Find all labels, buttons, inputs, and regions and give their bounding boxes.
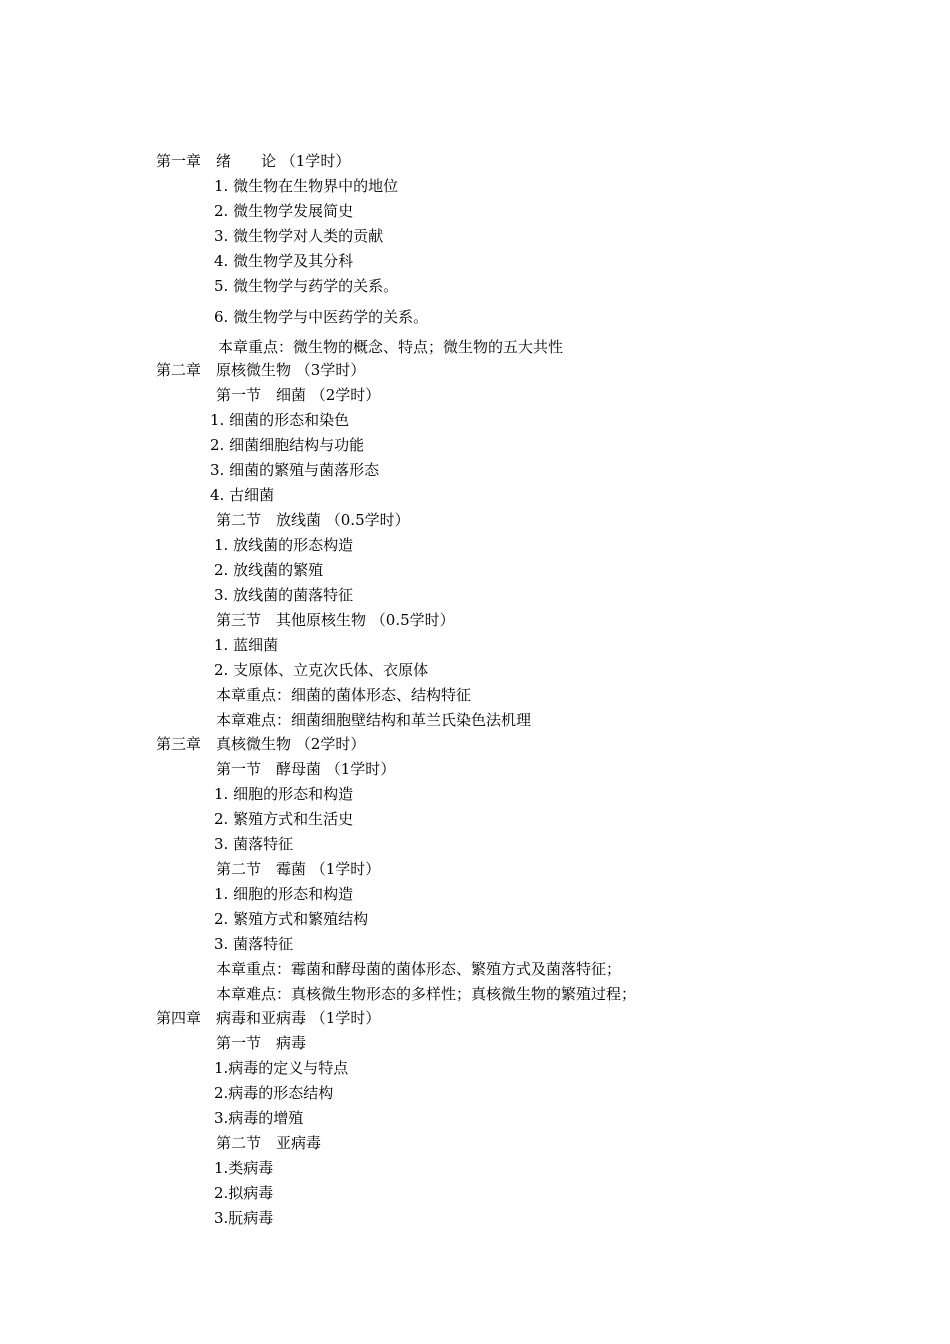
list-item: 2. 繁殖方式和繁殖结构 <box>214 910 369 928</box>
section-heading: 第一节 病毒 <box>216 1034 307 1052</box>
section-heading: 第二节 放线菌 （0.5学时） <box>216 511 410 529</box>
list-item: 2. 细菌细胞结构与功能 <box>210 436 365 454</box>
chapter-heading: 第二章 原核微生物 （3学时） <box>156 361 366 379</box>
list-item: 3. 放线菌的菌落特征 <box>214 586 354 604</box>
list-item: 3. 微生物学对人类的贡献 <box>214 227 384 245</box>
list-item: 3. 菌落特征 <box>214 835 294 853</box>
list-item: 1.病毒的定义与特点 <box>214 1059 349 1077</box>
list-item: 1. 微生物在生物界中的地位 <box>214 177 399 195</box>
list-item: 3. 菌落特征 <box>214 935 294 953</box>
list-item: 3. 细菌的繁殖与菌落形态 <box>210 461 380 479</box>
difficult-points: 本章难点：真核微生物形态的多样性；真核微生物的繁殖过程； <box>216 985 637 1003</box>
list-item: 2. 繁殖方式和生活史 <box>214 810 354 828</box>
list-item: 1. 细菌的形态和染色 <box>210 411 350 429</box>
list-item: 4. 古细菌 <box>210 486 275 504</box>
key-points: 本章重点：霉菌和酵母菌的菌体形态、繁殖方式及菌落特征； <box>216 960 622 978</box>
list-item: 1.类病毒 <box>214 1159 274 1177</box>
list-item: 1. 细胞的形态和构造 <box>214 885 354 903</box>
list-item: 1. 蓝细菌 <box>214 636 279 654</box>
key-points: 本章重点：细菌的菌体形态、结构特征 <box>216 686 472 704</box>
difficult-points: 本章难点：细菌细胞壁结构和革兰氏染色法机理 <box>216 711 532 729</box>
chapter-heading: 第四章 病毒和亚病毒 （1学时） <box>156 1009 381 1027</box>
list-item: 1. 细胞的形态和构造 <box>214 785 354 803</box>
list-item: 3.朊病毒 <box>214 1209 274 1227</box>
list-item: 4. 微生物学及其分科 <box>214 252 354 270</box>
section-heading: 第二节 霉菌 （1学时） <box>216 860 381 878</box>
list-item: 5. 微生物学与药学的关系。 <box>214 277 399 295</box>
section-heading: 第一节 细菌 （2学时） <box>216 386 381 404</box>
list-item: 2. 放线菌的繁殖 <box>214 561 324 579</box>
list-item: 2. 支原体、立克次氏体、衣原体 <box>214 661 429 679</box>
list-item: 2.拟病毒 <box>214 1184 274 1202</box>
key-points: 本章重点：微生物的概念、特点；微生物的五大共性 <box>218 338 564 356</box>
list-item: 2.病毒的形态结构 <box>214 1084 334 1102</box>
section-heading: 第三节 其他原核生物 （0.5学时） <box>216 611 455 629</box>
list-item: 3.病毒的增殖 <box>214 1109 304 1127</box>
list-item: 1. 放线菌的形态构造 <box>214 536 354 554</box>
list-item: 2. 微生物学发展简史 <box>214 202 354 220</box>
section-heading: 第二节 亚病毒 <box>216 1134 322 1152</box>
section-heading: 第一节 酵母菌 （1学时） <box>216 760 396 778</box>
list-item: 6. 微生物学与中医药学的关系。 <box>214 308 429 326</box>
chapter-heading: 第一章 绪 论 （1学时） <box>156 152 351 170</box>
chapter-heading: 第三章 真核微生物 （2学时） <box>156 735 366 753</box>
